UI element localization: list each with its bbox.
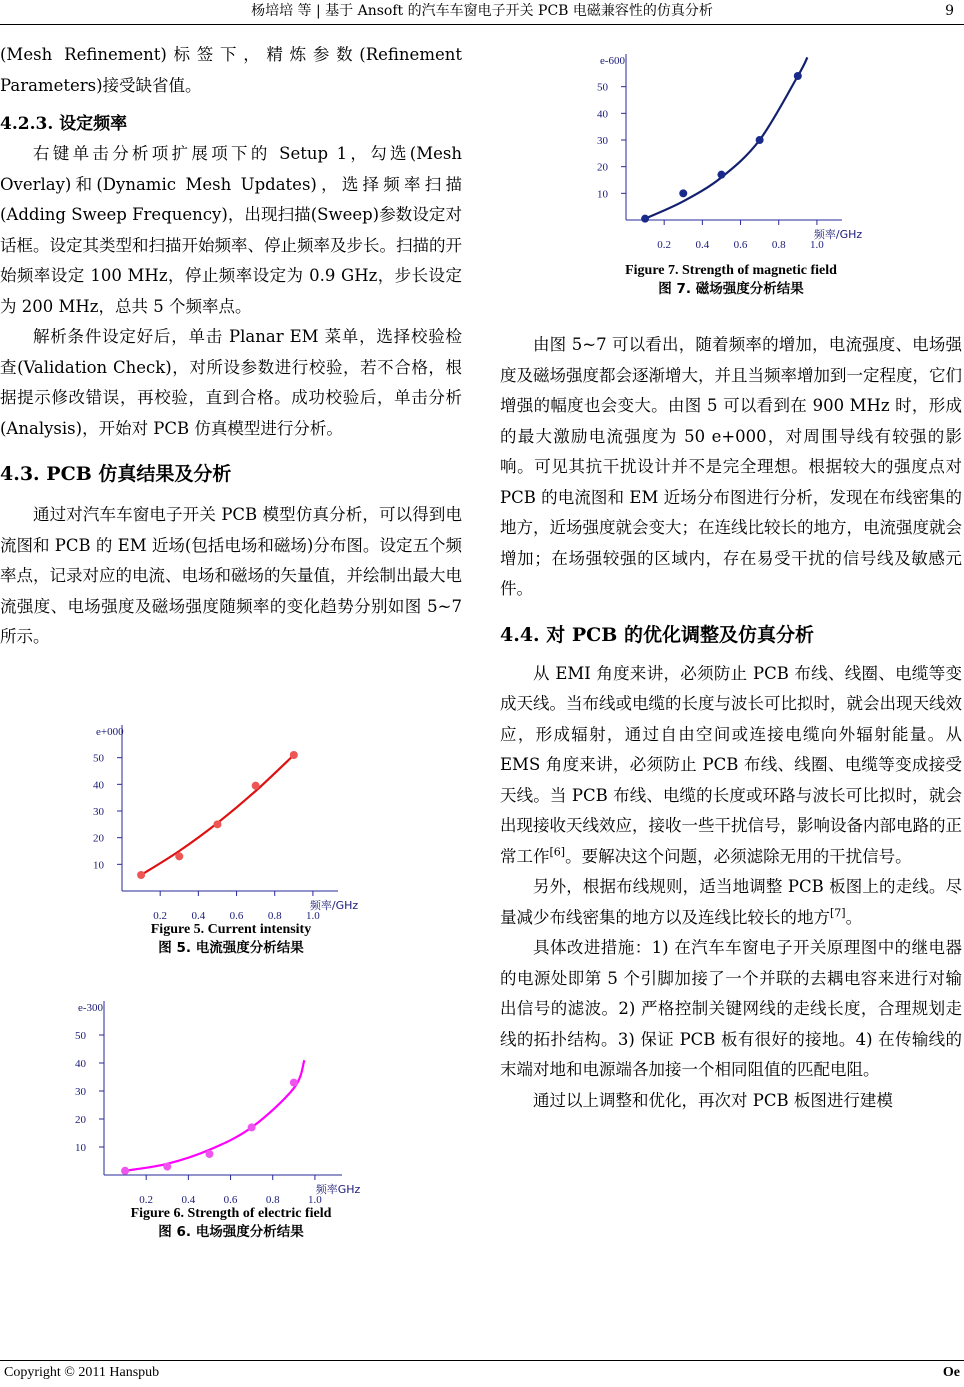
figure-5-caption-zh: 图 5. 电流强度分析结果 bbox=[158, 939, 304, 956]
x-tick-label: 0.2 bbox=[657, 239, 672, 251]
right-column bbox=[500, 28, 962, 1116]
x-tick-label: 0.4 bbox=[695, 239, 710, 251]
citation-6: [6] bbox=[549, 845, 566, 858]
x-axis-label: 频率GHz bbox=[315, 1182, 361, 1196]
x-tick-label: 0.6 bbox=[733, 239, 748, 251]
y-tick-label: 30 bbox=[75, 1085, 86, 1098]
paragraph-routing bbox=[500, 872, 962, 933]
paragraph-mesh: (Mesh Refinement)标签下，精炼参数(Refinement Parameters)接受缺省值。 bbox=[0, 45, 462, 95]
y-tick-label: 50 bbox=[597, 81, 608, 94]
data-point bbox=[205, 1150, 213, 1158]
y-tick-label: 30 bbox=[597, 135, 608, 147]
figure-7-caption-en: Figure 7. Strength of magnetic field bbox=[625, 263, 837, 278]
page-footer bbox=[0, 1360, 964, 1387]
series-curve bbox=[645, 57, 807, 218]
figure-5-chart bbox=[0, 703, 462, 921]
data-point bbox=[163, 1162, 171, 1170]
citation-7: [7] bbox=[830, 906, 846, 919]
left-column bbox=[0, 40, 462, 1241]
x-tick-label: 0.2 bbox=[139, 1193, 154, 1205]
x-tick-label: 1.0 bbox=[306, 909, 320, 921]
x-tick-label: 0.4 bbox=[181, 1193, 196, 1205]
x-tick-label: 0.2 bbox=[153, 909, 168, 921]
y-tick-label: 40 bbox=[93, 778, 104, 791]
paragraph-emi bbox=[500, 659, 962, 873]
data-point bbox=[121, 1166, 129, 1174]
x-tick-label: 0.6 bbox=[223, 1193, 238, 1205]
paragraph-emi-end: 。要解决这个问题，必须滤除无用的干扰信号。 bbox=[565, 846, 912, 866]
y-tick-label: 50 bbox=[75, 1029, 86, 1042]
data-point bbox=[756, 136, 764, 144]
x-axis-label: 频率/GHz bbox=[309, 898, 359, 912]
x-tick-label: 0.8 bbox=[771, 239, 786, 251]
data-point bbox=[717, 171, 725, 179]
x-tick-label: 0.8 bbox=[265, 1193, 280, 1205]
header-title: 杨培培 等 | 基于 Ansoft 的汽车车窗电子开关 PCB 电磁兼容性的仿真分析 bbox=[251, 3, 713, 19]
paragraph-routing-end: 。 bbox=[845, 907, 863, 927]
data-point bbox=[290, 751, 298, 759]
data-point bbox=[213, 820, 221, 828]
y-axis-label: e+000 bbox=[96, 725, 124, 738]
figure-7-caption-zh: 图 7. 磁场强度分析结果 bbox=[658, 281, 804, 297]
data-point bbox=[137, 871, 145, 879]
y-tick-label: 10 bbox=[75, 1141, 86, 1154]
x-tick-label: 0.4 bbox=[191, 909, 206, 921]
footer-right-text: Oe bbox=[942, 1365, 960, 1380]
y-tick-label: 20 bbox=[75, 1113, 86, 1126]
figure-6-chart bbox=[0, 973, 462, 1205]
y-tick-label: 20 bbox=[597, 161, 608, 174]
x-tick-label: 0.6 bbox=[229, 909, 244, 921]
x-tick-label: 0.8 bbox=[267, 909, 282, 921]
figure-6-caption-en: Figure 6. Strength of electric field bbox=[130, 1205, 332, 1221]
figure-5-caption-en: Figure 5. Current intensity bbox=[150, 921, 312, 937]
figure-7-chart bbox=[500, 28, 962, 262]
heading-4-2-3: 4.2.3. 设定频率 bbox=[0, 114, 128, 134]
y-tick-label: 50 bbox=[93, 752, 104, 765]
paragraph-remodel: 通过以上调整和优化，再次对 PCB 板图进行建模 bbox=[533, 1090, 893, 1110]
paragraph-results: 通过对汽车车窗电子开关 PCB 模型仿真分析，可以得到电流图和 PCB 的 EM 近场(包括电场和磁场)分布图。设定五个频率点，记录对应的电流、电场和磁场的矢量值，并绘制出最大电流强度、电场强度及磁场强度随频率的变化趋势分别如图 5~7 所示。 bbox=[0, 505, 462, 646]
data-point bbox=[290, 1078, 298, 1086]
running-header bbox=[0, 0, 964, 25]
y-tick-label: 10 bbox=[597, 188, 608, 201]
paragraph-measures: 具体改进措施：1) 在汽车车窗电子开关原理图中的继电器的电源处即第 5 个引脚加接了一个并联的去耦电容来进行对输出信号的滤波。2) 严格控制关键网线的走线长度，合理规划走线的拓扑结构。3) 保证 PCB 板有很好的接地。4) 在传输线的末端对地和电源端各加接一个相同阻值的匹配电阻。 bbox=[500, 938, 962, 1079]
data-point bbox=[641, 215, 649, 223]
y-axis-label: e-300 bbox=[78, 1001, 104, 1014]
x-tick-label: 1.0 bbox=[810, 239, 824, 251]
y-tick-label: 40 bbox=[75, 1057, 86, 1070]
x-tick-label: 1.0 bbox=[308, 1193, 322, 1205]
x-axis-label: 频率/GHz bbox=[813, 228, 863, 241]
paragraph-validation: 解析条件设定好后，单击 Planar EM 菜单，选择校验检查(Validation Check)，对所设参数进行校验，若不合格，根据提示修改错误，再校验，直到合格。成功校验后，单击分析(Analysis)，开始对 PCB 仿真模型进行分析。 bbox=[0, 327, 462, 438]
data-point bbox=[248, 1123, 256, 1131]
y-tick-label: 40 bbox=[597, 108, 608, 121]
paragraph-analysis: 由图 5~7 可以看出，随着频率的增加，电流强度、电场强度及磁场强度都会逐渐增大，并且当频率增加到一定程度，它们增强的幅度也会变大。由图 5 可以看到在 900 MHz 时，形成的最大激励电流强度为 50 e+000，对周围导线有较强的影响。可见其抗干扰设计并不是完全理想。根据较大的强度点对 PCB 的电流图和 EM 近场分布图进行分析，发现在布线密集的地方，近场强度就会变大；在连线比较长的地方，电流强度就会增加；在场强较强的区域内，存在易受干扰的信号线及敏感元件。 bbox=[500, 335, 962, 598]
y-tick-label: 10 bbox=[93, 858, 104, 871]
heading-4-3: 4.3. PCB 仿真结果及分析 bbox=[0, 463, 232, 485]
data-point bbox=[794, 72, 802, 80]
data-point bbox=[252, 781, 260, 789]
paragraph-emi-text: 从 EMI 角度来讲，必须防止 PCB 布线、线圈、电缆等变成天线。当布线或电缆的长度与波长可比拟时，就会出现天线效应，形成辐射，通过自由空间或连接电缆向外辐射能量。从 EMS 角度来讲，必须防止 PCB 布线、线圈、电缆等变成接受天线。当 PCB 布线、电缆的长度或环路与波长可比拟时，就会出现接收天线效应，接收一些干扰信号，影响设备内部电路的正常工作 bbox=[500, 663, 962, 866]
series-curve bbox=[141, 755, 294, 875]
y-axis-label: e-600 bbox=[600, 55, 626, 67]
heading-4-4: 4.4. 对 PCB 的优化调整及仿真分析 bbox=[500, 623, 814, 646]
y-tick-label: 30 bbox=[93, 805, 104, 818]
page-number: 9 bbox=[945, 3, 954, 19]
figure-6-caption-zh: 图 6. 电场强度分析结果 bbox=[158, 1223, 304, 1240]
copyright-text: Copyright © 2011 Hanspub bbox=[4, 1365, 160, 1380]
series-curve bbox=[125, 1060, 304, 1171]
data-point bbox=[175, 852, 183, 860]
paragraph-routing-text: 另外，根据布线规则，适当地调整 PCB 板图上的走线。尽量减少布线密集的地方以及连线比较长的地方 bbox=[500, 877, 962, 927]
paragraph-setup: 右键单击分析项扩展项下的 Setup 1，勾选(Mesh Overlay)和(Dynamic Mesh Updates)，选择频率扫描(Adding Sweep Frequency)，出现扫描(Sweep)参数设定对话框。设定其类型和扫描开始频率、停止频率及步长。扫描的开始频率设定 100 MHz，停止频率设定为 0.9 GHz，步长设定为 200 MHz，总共 5 个频率点。 bbox=[0, 144, 462, 316]
data-point bbox=[679, 189, 687, 197]
y-tick-label: 20 bbox=[93, 832, 104, 845]
